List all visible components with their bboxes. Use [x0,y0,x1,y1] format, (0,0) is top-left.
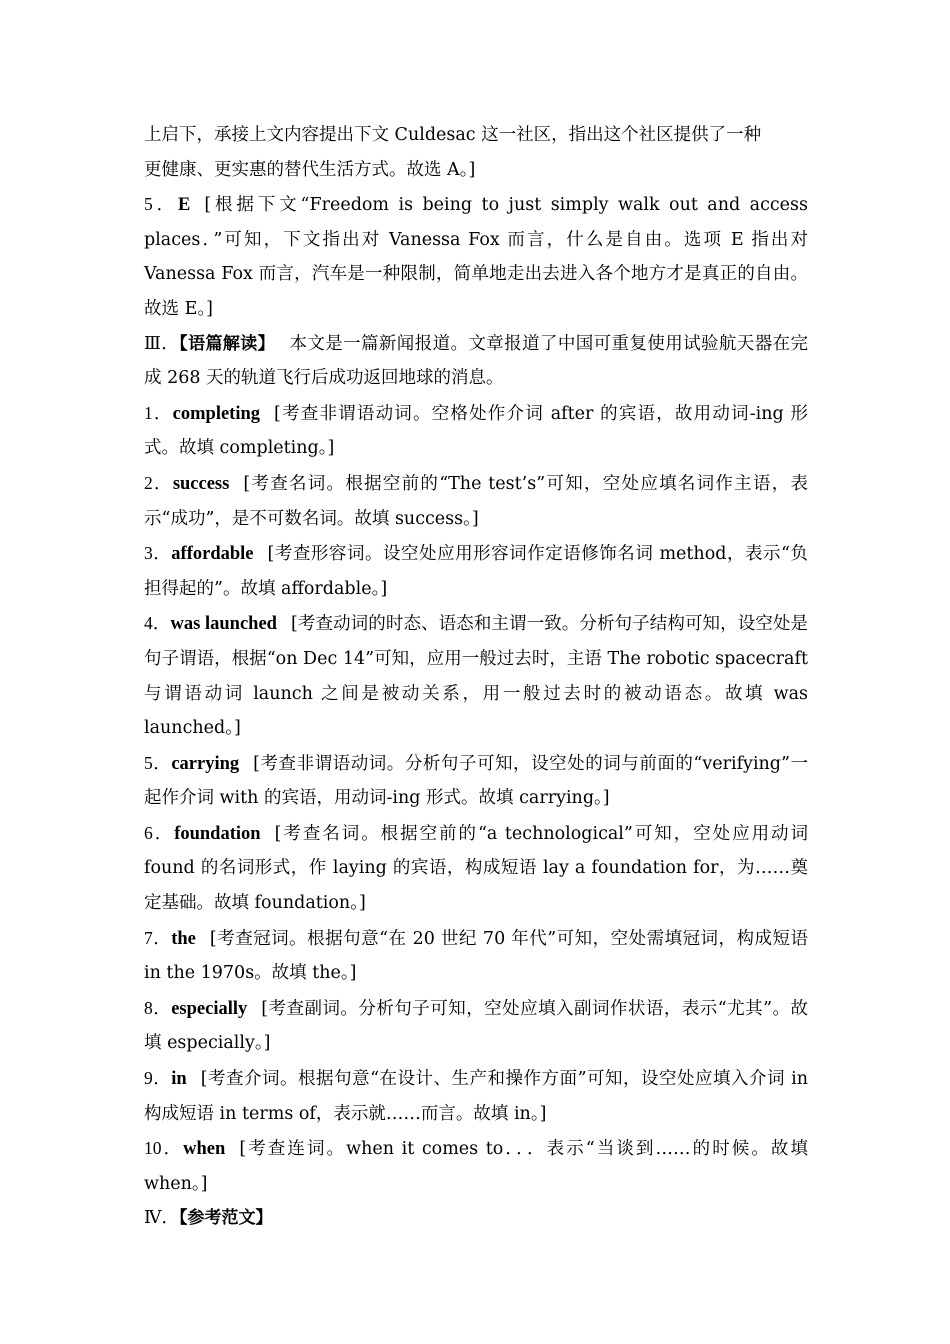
answer-item [144,606,808,745]
item-number: 3． [144,543,172,564]
section3-numeral: Ⅲ． [144,333,180,354]
answer-item [144,466,808,536]
section3-summary: 本文是一篇新闻报道。文章报道了中国可重复使用试验航天器在完成 268 天的轨道飞行后成功返回地球的消息。 [144,333,808,389]
intro-line-2: 更健康、更实惠的替代生活方式。故选 A。] [144,159,476,180]
section3-heading: 【语篇解读】 [179,333,276,354]
item-explanation: [考查副词。分析句子可知，空处应填入副词作状语，表示“尤其”。故填 especially。] [144,998,809,1054]
answer-item [144,1131,808,1201]
answer-list [144,396,808,1202]
item-number: 8． [144,997,172,1018]
item-answer: E [178,195,191,216]
item-number: 9． [144,1068,172,1089]
item-answer: was launched [170,614,277,635]
item-number: 2． [144,472,173,493]
item-number: 1． [144,402,173,423]
section2-item-5 [144,187,808,326]
item-number: 6． [144,822,175,843]
item-explanation: [考查冠词。根据句意“在 20 世纪 70 年代”可知，空处需填冠词，构成短语 in the 1970s。故填 the。] [144,928,808,984]
answer-item [144,1061,808,1131]
answer-item [144,396,808,466]
item-number: 7． [144,927,172,948]
item-number: 5． [144,194,178,215]
answer-document [144,118,808,1236]
answer-item [144,816,808,921]
section4-heading-paragraph [144,1201,808,1236]
item-explanation: [考查动词的时态、语态和主谓一致。分析句子结构可知，设空处是句子谓语，根据“on Dec 14”可知，应用一般过去时，主语 The robotic spacecraft 与谓语动词 launch 之间是被动关系，用一般过去时的被动语态。故填 was launched。] [144,614,809,739]
item-explanation: [考查非谓语动词。空格处作介词 after 的宾语，故用动词-ing 形式。故填 completing。] [144,403,809,459]
section3-heading-paragraph [144,327,808,396]
intro-line-1: 上启下，承接上文内容提出下文 Culdesac 这一社区，指出这个社区提供了一种 [144,125,762,145]
item-answer: when [183,1139,226,1160]
item-explanation: [考查介词。根据句意“在设计、生产和操作方面”可知，设空处应填入介词 in 构成短语 in terms of，表示就……而言。故填 in。] [144,1069,808,1124]
item-explanation: [根据下文“Freedom is being to just simply walk out and access places．”可知，下文指出对 Vanessa Fox 而言，什么是自由。选项 E 指出对 Vanessa Fox 而言，汽车是一种限制，简单地走出去进入各个地方才是真正的自由。故选 E。] [144,195,808,319]
item-answer: foundation [174,823,261,844]
answer-item [144,991,808,1061]
item-number: 4． [144,613,171,634]
answer-item [144,746,808,816]
item-explanation: [考查非谓语动词。分析句子可知，设空处的词与前面的“verifying”一起作介词 with 的宾语，用动词-ing 形式。故填 carrying。] [144,753,808,809]
section4-heading: 【参考范文】 [178,1208,273,1229]
item-answer: completing [172,403,261,424]
item-explanation: [考查连词。when it comes to．．．表示“当谈到……的时候。故填 when。] [144,1139,808,1194]
item-answer: in [171,1069,187,1090]
answer-item [144,536,808,606]
item-explanation: [考查形容词。设空处应用形容词作定语修饰名词 method，表示“负担得起的”。故填 affordable。] [144,544,808,599]
item-explanation: [考查名词。根据空前的“The test’s”可知，空处应填名词作主语，表示“成功”，是不可数名词。故填 success。] [144,473,809,529]
item-answer: the [171,928,196,949]
section4-numeral: Ⅳ． [144,1208,179,1229]
item-answer: success [172,473,230,494]
item-answer: carrying [171,753,240,774]
intro-paragraph [144,118,808,187]
item-answer: affordable [171,544,254,565]
answer-item [144,921,808,991]
item-number: 10． [144,1138,184,1159]
item-answer: especially [171,998,248,1019]
item-explanation: [考查名词。根据空前的“a technological”可知，空处应用动词 found 的名词形式，作 laying 的宾语，构成短语 lay a foundation for，为……奠定基础。故填 foundation。] [144,823,809,914]
item-number: 5． [144,752,172,773]
